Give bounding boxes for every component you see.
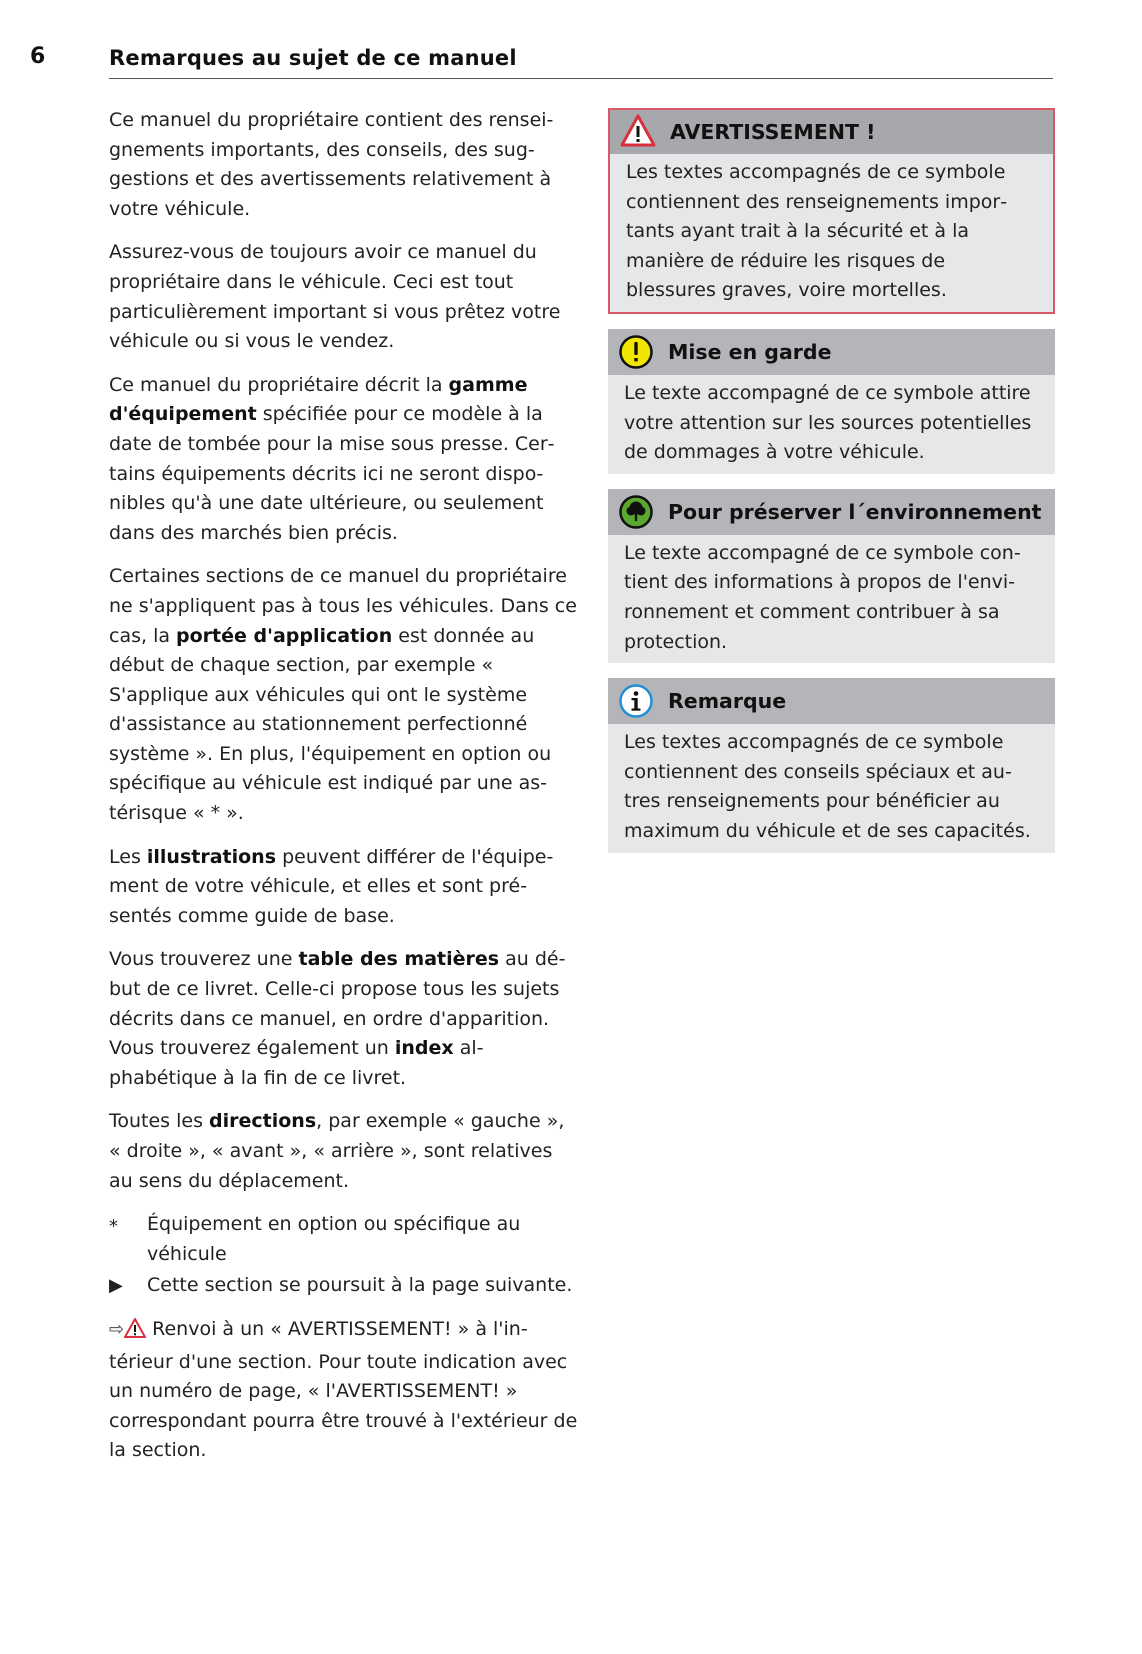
notice-note: [608, 678, 1055, 852]
paragraph-warning-reference: ⇨ Renvoi à un « AVERTISSEMENT! » à l'intérieur d'une section. Pour toute indication avec un numéro de page, « l'AVERTISSEMENT! » correspondant pourra être trouvé à l'extérieur de la section.: [109, 1317, 578, 1462]
notice-caution-header: [608, 329, 1055, 375]
notice-caution: [608, 329, 1055, 474]
tree-icon: [618, 494, 654, 530]
notice-warning-header: [610, 110, 1053, 154]
notice-warning-title: AVERTISSEMENT !: [670, 120, 876, 144]
paragraph-table-of-contents: Vous trouverez une table des matières au début de ce livret. Celle-ci propose tous les sujets décrits dans ce manuel, en ordre d'apparition. Vous trouverez également un index alphabétique à la fin de ce livret.: [109, 948, 566, 1089]
warning-triangle-icon: [124, 1318, 146, 1348]
symbol-legend: [109, 1210, 579, 1301]
exclamation-circle-icon: [618, 334, 654, 370]
warning-triangle-icon: [620, 114, 656, 150]
notice-environment-title: Pour préserver l´environnement: [668, 499, 1042, 524]
notice-note-body: Les textes accompagnés de ce symbole contiennent des conseils spéciaux et autres renseignements pour bénéficier au maximum du véhicule et de ses capacités.: [608, 724, 1055, 852]
paragraph-scope: Certaines sections de ce manuel du propriétaire ne s'appliquent pas à tous les véhicules. Dans ce cas, la portée d'application est donnée au début de chaque section, par exemple « S'applique aux véhicules qui ont le système d'assistance au stationnement perfectionné système ». En plus, l'équipement en option ou spécifique au véhicule est indiqué par une astérisque « * ».: [109, 565, 577, 825]
paragraph-keep-manual: Assurez-vous de toujours avoir ce manuel du propriétaire dans le véhicule. Ceci est tout particulièrement important si vous prêtez votre véhicule ou si vous le vendez.: [109, 241, 561, 353]
notice-note-title: Remarque: [668, 689, 787, 714]
notice-environment-header: [608, 489, 1055, 535]
notice-note-header: [608, 678, 1055, 724]
notice-caution-title: Mise en garde: [668, 339, 832, 364]
legend-item-continues: ▶ Cette section se poursuit à la page suivante.: [109, 1271, 579, 1301]
notice-environment-body: Le texte accompagné de ce symbole contient des informations à propos de l'environnement et comment contribuer à sa protection.: [608, 535, 1055, 663]
notice-caution-body: Le texte accompagné de ce symbole attire votre attention sur les sources potentielles de dommages à votre véhicule.: [608, 375, 1055, 474]
asterisk-icon: *: [109, 1216, 118, 1238]
page-number: 6: [30, 44, 46, 69]
legend-item-asterisk: * Équipement en option ou spécifique au véhicule: [109, 1210, 579, 1269]
notice-warning: [608, 108, 1055, 314]
left-column: [109, 106, 579, 1480]
notice-warning-body: Les textes accompagnés de ce symbole contiennent des renseignements importants ayant trait à la sécurité et à la manière de réduire les risques de blessures graves, voire mortelles.: [610, 154, 1053, 312]
right-column: [608, 108, 1055, 868]
triangle-right-icon: ▶: [109, 1275, 123, 1297]
paragraph-illustrations: Les illustrations peuvent différer de l'équipement de votre véhicule, et elles et sont présentés comme guide de base.: [109, 845, 554, 927]
paragraph-directions: Toutes les directions, par exemple « gauche », « droite », « avant », « arrière », sont relatives au sens du déplacement.: [109, 1110, 565, 1192]
header-divider: [109, 78, 1053, 79]
page-header-title: Remarques au sujet de ce manuel: [109, 46, 517, 70]
paragraph-equipment-range: Ce manuel du propriétaire décrit la gamme d'équipement spécifiée pour ce modèle à la date de tombée pour la mise sous presse. Certains équipements décrits ici ne seront disponibles qu'à une date ultérieure, ou seulement dans des marchés bien précis.: [109, 373, 555, 544]
notice-environment: [608, 489, 1055, 663]
arrow-right-icon: ⇨: [109, 1318, 125, 1340]
paragraph-intro: Ce manuel du propriétaire contient des renseignements importants, des conseils, des suggestions et des avertissements relativement à votre véhicule.: [109, 109, 554, 220]
info-circle-icon: [618, 683, 654, 719]
